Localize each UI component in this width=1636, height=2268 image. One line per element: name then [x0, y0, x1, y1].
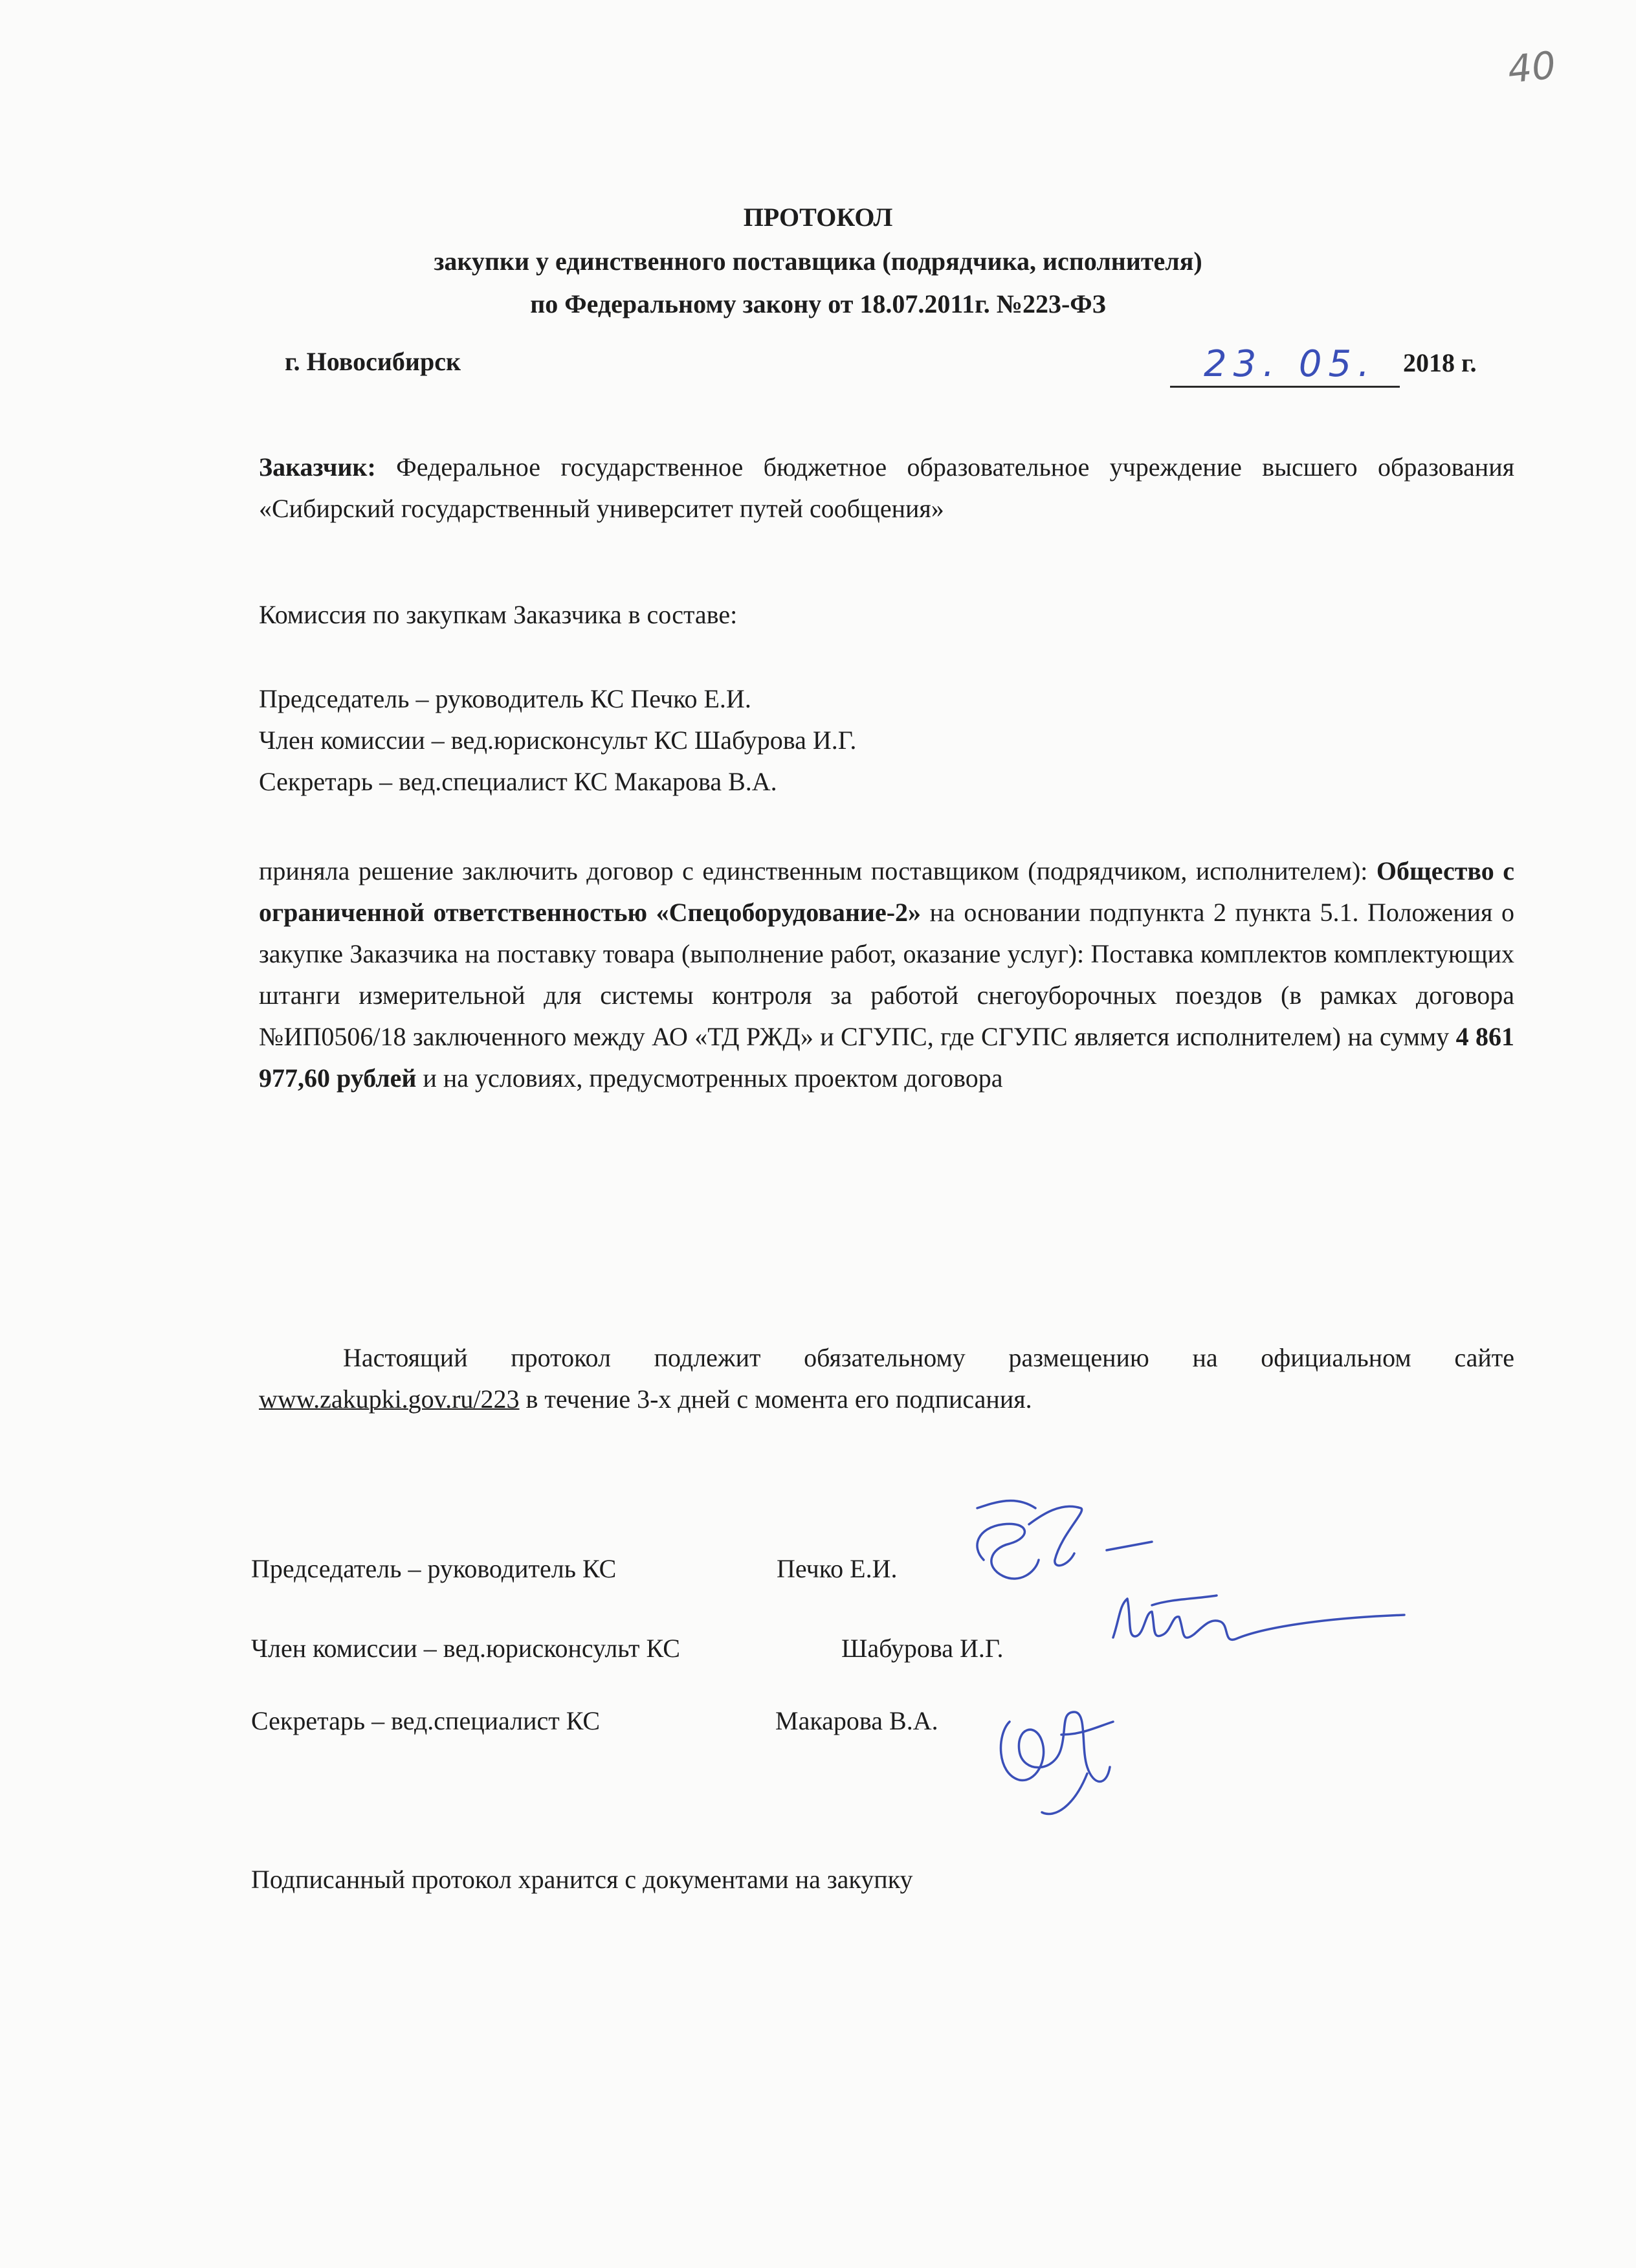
signature-name-chairman: Печко Е.И. [777, 1554, 898, 1583]
publication-text-2: в течение 3-х дней с момента его подписания. [519, 1384, 1032, 1414]
member-lawyer: Член комиссии – вед.юрисконсульт КС Шабурова И.Г. [259, 726, 857, 755]
signature-role-secretary: Секретарь – вед.специалист КС [251, 1706, 601, 1735]
publication-text-1: Настоящий протокол подлежит обязательному размещению на официальном сайте [343, 1343, 1514, 1372]
contract-amount: 4 861 977,60 рублей [259, 1022, 1515, 1093]
commission-members [259, 678, 856, 803]
customer-text: Федеральное государственное бюджетное образовательное учреждение высшего образования «Сибирский государственный университет путей сообщения» [259, 452, 1515, 523]
customer-label: Заказчик: [259, 452, 376, 482]
signature-lawyer [1113, 1595, 1404, 1640]
customer-paragraph [259, 447, 1514, 529]
storage-note: Подписанный протокол хранится с документами на закупку [251, 1865, 913, 1894]
publication-paragraph [259, 1337, 1514, 1420]
signature-secretary [1000, 1712, 1113, 1814]
signature-name-secretary: Макарова В.А. [775, 1706, 938, 1735]
page-number: 40 [1505, 43, 1558, 92]
zakupki-link[interactable]: www.zakupki.gov.ru/223 [259, 1384, 520, 1414]
handwritten-signatures [958, 1489, 1411, 1825]
document-subtitle: закупки у единственного поставщика (подрядчика, исполнителя) [434, 247, 1202, 276]
decision-text-2: на основании подпункта 2 пункта 5.1. Положения о закупке Заказчика на поставку товара (выполнение работ, оказание услуг): Поставка комплектов комплектующих штанги измерительной для системы контроля за работой снегоуборочных поездов (в рамках договора №ИП0506/18 заключенного между АО «ТД РЖД» и СГУПС, где СГУПС является исполнителем) на сумму [259, 898, 1514, 1051]
handwritten-date: 23. 05. [1204, 343, 1376, 385]
signature-role-chairman: Председатель – руководитель КС [251, 1554, 617, 1583]
decision-text-1: приняла решение заключить договор с единственным поставщиком (подрядчиком, исполнителем): [259, 856, 1376, 885]
date-year: 2018 г. [1403, 348, 1477, 377]
document-title: ПРОТОКОЛ [743, 203, 893, 232]
member-chairman: Председатель – руководитель КС Печко Е.И. [259, 684, 751, 713]
decision-text-3: и на условиях, предусмотренных проектом договора [416, 1063, 1003, 1093]
city: г. Новосибирск [285, 347, 461, 376]
law-reference: по Федеральному закону от 18.07.2011г. №223-ФЗ [530, 289, 1106, 318]
commission-intro: Комиссия по закупкам Заказчика в составе: [259, 600, 738, 629]
signature-name-lawyer: Шабурова И.Г. [841, 1634, 1004, 1663]
supplier-name: Общество с ограниченной ответственностью «Спецоборудование-2» [259, 856, 1515, 927]
signature-role-lawyer: Член комиссии – вед.юрисконсульт КС [251, 1634, 680, 1663]
signature-chairman [977, 1500, 1152, 1579]
member-secretary: Секретарь – вед.специалист КС Макарова В.А. [259, 767, 777, 796]
decision-paragraph [259, 850, 1514, 1099]
